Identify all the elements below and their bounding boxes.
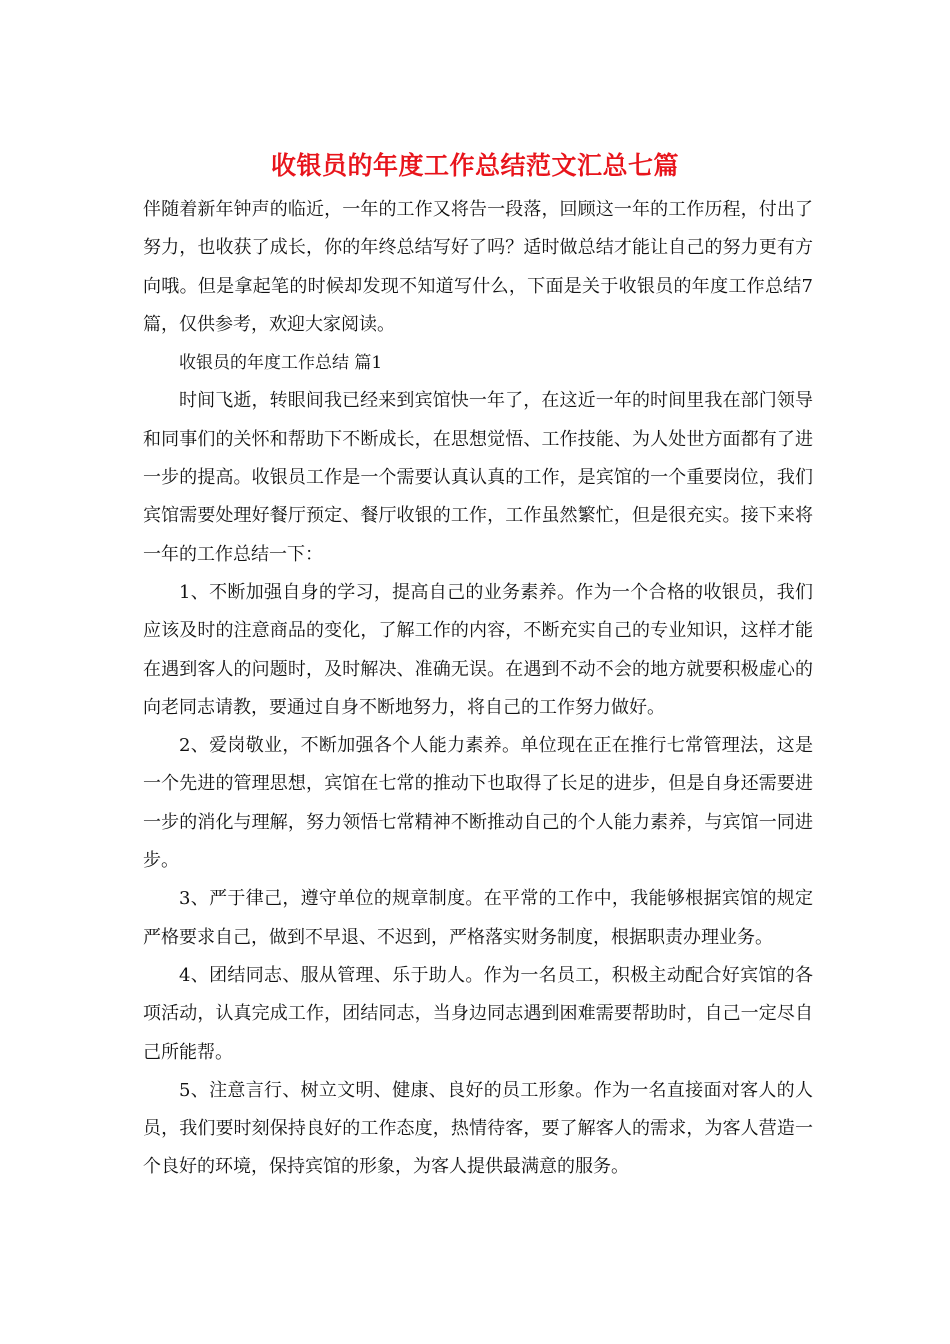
list-item-1: 1、不断加强自身的学习，提高自己的业务素养。作为一个合格的收银员，我们应该及时的注意商品的变化，了解工作的内容，不断充实自己的专业知识，这样才能在遇到客人的问题时，及时解决、准确无误。在遇到不动不会的地方就要积极虚心的向老同志请教，要通过自身不断地努力，将自己的工作努力做好。 [143, 581, 813, 718]
list-item-4: 4、团结同志、服从管理、乐于助人。作为一名员工，积极主动配合好宾馆的各项活动，认真完成工作，团结同志，当身边同志遇到困难需要帮助时，自己一定尽自己所能帮。 [143, 964, 813, 1063]
list-item-5: 5、注意言行、树立文明、健康、良好的员工形象。作为一名直接面对客人的人员，我们要时刻保持良好的工作态度，热情待客，要了解客人的需求，为客人营造一个良好的环境，保持宾馆的形象，为客人提供最满意的服务。 [143, 1079, 813, 1178]
list-item-3: 3、严于律己，遵守单位的规章制度。在平常的工作中，我能够根据宾馆的规定严格要求自己，做到不早退、不迟到，严格落实财务制度，根据职责办理业务。 [143, 888, 813, 948]
section-heading: 收银员的年度工作总结 篇1 [179, 353, 383, 374]
body-paragraph: 时间飞逝，转眼间我已经来到宾馆快一年了，在这近一年的时间里我在部门领导和同事们的关怀和帮助下不断成长，在思想觉悟、工作技能、为人处世方面都有了进一步的提高。收银员工作是一个需要认真认真的工作，是宾馆的一个重要岗位，我们宾馆需要处理好餐厅预定、餐厅收银的工作，工作虽然繁忙，但是很充实。接下来将一年的工作总结一下： [143, 390, 813, 565]
document-title: 收银员的年度工作总结范文汇总七篇 [270, 151, 679, 180]
intro-paragraph: 伴随着新年钟声的临近，一年的工作又将告一段落，回顾这一年的工作历程，付出了努力，也收获了成长，你的年终总结写好了吗？适时做总结才能让自己的努力更有方向哦。但是拿起笔的时候却发现不知道写什么，下面是关于收银员的年度工作总结7篇，仅供参考，欢迎大家阅读。 [143, 199, 813, 335]
document-body [143, 191, 813, 1187]
list-item-2: 2、爱岗敬业，不断加强各个人能力素养。单位现在正在推行七常管理法，这是一个先进的管理思想，宾馆在七常的推动下也取得了长足的进步，但是自身还需要进一步的消化与理解，努力领悟七常精神不断推动自己的个人能力素养，与宾馆一同进步。 [143, 735, 813, 872]
